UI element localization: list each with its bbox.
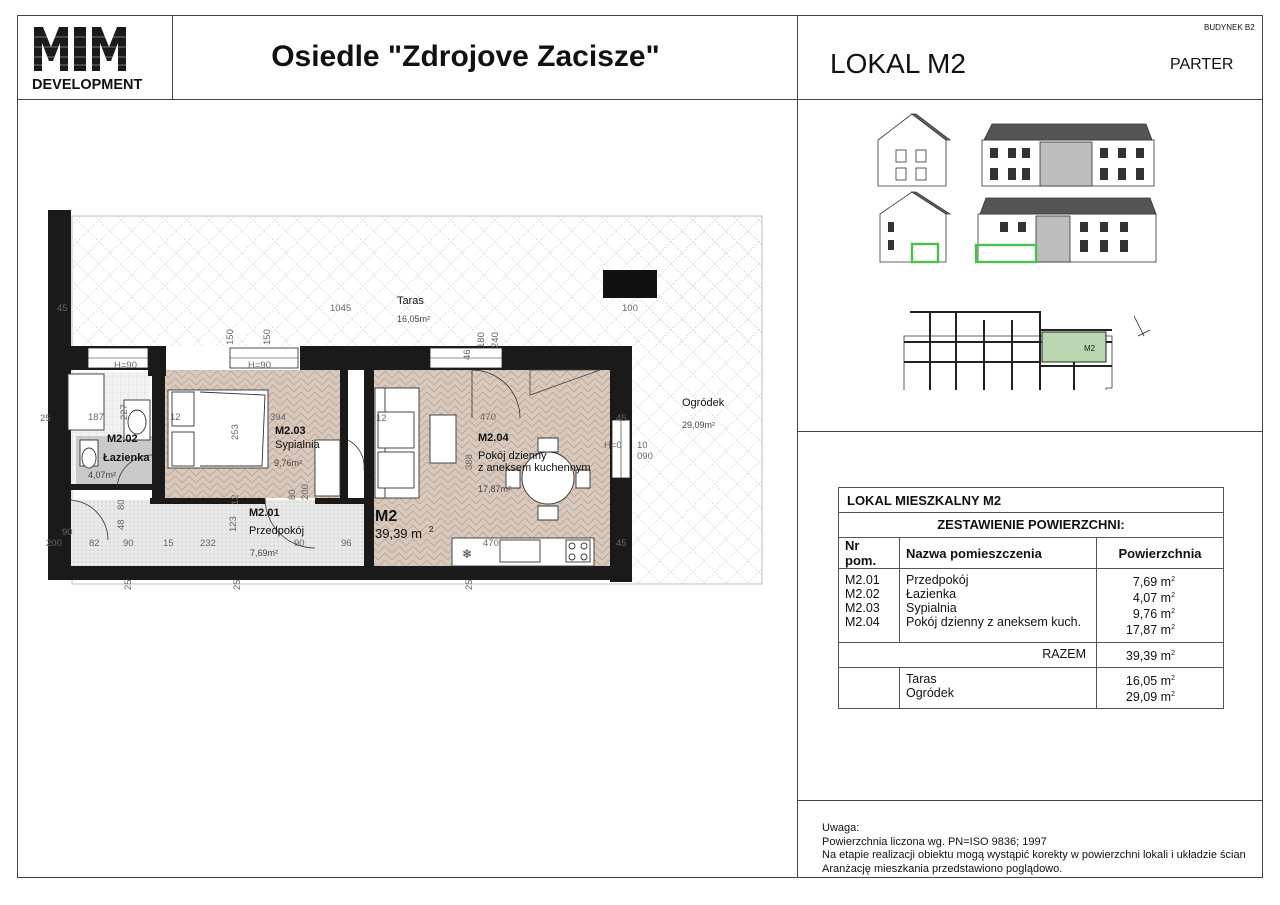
- extra-area: 16,05 m: [1125, 673, 1172, 688]
- unit-code: M2: [375, 508, 398, 525]
- dim-label: 12: [376, 413, 387, 424]
- room-area: 9,76 m: [1132, 607, 1172, 622]
- dim-label: 25: [123, 579, 134, 590]
- dim-label: 187: [88, 412, 104, 423]
- dim-label: 227: [119, 404, 130, 420]
- dim-label: H=90: [248, 360, 271, 371]
- dim-label: 200: [46, 538, 62, 549]
- room-area: 4,07m²: [88, 470, 117, 480]
- room-name: Sypialnia: [275, 439, 320, 451]
- dim-label: 46: [462, 349, 473, 360]
- dim-label: H=90: [114, 360, 137, 371]
- dim-label: 090: [637, 451, 653, 462]
- room-no: M2.02: [845, 587, 880, 601]
- building-label: BUDYNEK B2: [1204, 23, 1255, 32]
- room-name: Łazienka: [103, 452, 150, 464]
- dim-label: 45: [57, 303, 68, 314]
- dim-label: 180: [476, 332, 487, 348]
- dim-label: 12: [170, 412, 181, 423]
- north-arrow-icon: [1134, 316, 1150, 336]
- room-name-line2: z aneksem kuchennym: [478, 462, 591, 474]
- dim-label: 80: [287, 489, 298, 500]
- dim-label: 48: [116, 519, 127, 530]
- room-code: M2.04: [478, 432, 509, 444]
- column-header: Powierzchnia: [1097, 538, 1224, 569]
- dim-label: H=0: [604, 440, 622, 451]
- notes-line: Aranżację mieszkania przedstawiono poglądowo.: [822, 862, 1063, 875]
- notes-line: Na etapie realizacji obiektu mogą wystąpić korekty w powierzchni lokali i układzie ścian: [822, 849, 1246, 861]
- area-summary-table: LOKAL MIESZKALNY M2 ZESTAWIENIE POWIERZCHNI: Nr pom. Nazwa pomieszczenia Powierzchnia M2.01 M2.02 M2.03 M2.04 Przedpokój Łazienka Sypialnia Pokój dzienny z aneksem kuch. 7,69 $m^2$ 4,07 $m^2$ 9,76 $m^2$ 17,87 $m^2$ RAZEM 39,39 $m^2$ Taras Ogródek 16,05 $m^2$ 29,09 $m^2$: [838, 487, 1224, 709]
- room-name: Pokój dzienny z aneksem kuch.: [906, 615, 1082, 629]
- dim-label: 200: [300, 484, 311, 500]
- unit-title: LOKAL M2: [830, 48, 966, 79]
- page-title: Osiedle "Zdrojove Zacisze": [271, 40, 660, 73]
- room-no: M2.03: [845, 601, 880, 615]
- terrace-label: Taras: [397, 295, 424, 307]
- dim-label: 45: [616, 413, 627, 424]
- mini-plan-label: M2: [1084, 344, 1096, 353]
- dim-label: 90: [123, 538, 134, 549]
- dim-label: 45: [616, 538, 627, 549]
- dim-label: 25: [40, 413, 51, 424]
- unit-area-sup: 2: [429, 525, 434, 534]
- unit-area: 39,39 m: [375, 526, 422, 541]
- summary-heading: LOKAL MIESZKALNY M2: [839, 488, 1224, 513]
- notes: [822, 822, 1246, 876]
- dim-label: 12: [230, 494, 241, 505]
- room-no: M2.04: [845, 615, 880, 629]
- dim-label: 96: [341, 538, 352, 549]
- extra-name: Taras: [906, 671, 937, 686]
- room-name: Przedpokój: [249, 525, 305, 537]
- divider: [17, 99, 1263, 100]
- dim-label: 470: [483, 538, 499, 549]
- room-code: M2.02: [107, 433, 138, 445]
- floor-label: PARTER: [1170, 56, 1234, 73]
- room-area: 4,07 m: [1132, 591, 1172, 606]
- hall-floor: [68, 500, 372, 566]
- extra-area: 29,09 m: [1125, 690, 1172, 705]
- dim-label: 388: [464, 454, 475, 470]
- room-name: Łazienka: [906, 587, 957, 601]
- divider: [797, 15, 798, 878]
- room-area: 17,87m²: [478, 484, 512, 494]
- dim-label: 25: [464, 579, 475, 590]
- dim-label: 394: [270, 412, 286, 423]
- dim-label: 90: [62, 527, 73, 538]
- table-row: Taras Ogródek 16,05 $m^2$ 29,09 $m^2$: [839, 667, 1224, 708]
- dim-label: 240: [490, 332, 501, 348]
- room-code: M2.01: [249, 507, 280, 519]
- dim-label: 100: [622, 303, 638, 314]
- divider: [172, 15, 173, 99]
- room-name: Pokój dzienny: [478, 450, 547, 462]
- room-name: Sypialnia: [906, 601, 957, 615]
- dim-label: 10: [637, 440, 648, 451]
- dim-label: 82: [89, 538, 100, 549]
- floor-plan: [0, 200, 790, 600]
- notes-heading: Uwaga:: [822, 822, 860, 834]
- room-code: M2.03: [275, 425, 306, 437]
- dim-label: 232: [200, 538, 216, 549]
- summary-subheading: ZESTAWIENIE POWIERZCHNI:: [839, 513, 1224, 538]
- building-elevations: [870, 110, 1170, 390]
- terrace-area-label: 16,05m²: [397, 314, 431, 324]
- divider: [797, 431, 1263, 432]
- total-label: RAZEM: [839, 642, 1097, 667]
- total-area: 39,39 m: [1125, 648, 1172, 663]
- dim-label: 150: [225, 329, 236, 345]
- room-area: 7,69m²: [250, 548, 279, 558]
- divider: [797, 800, 1263, 801]
- dim-label: 253: [230, 424, 241, 440]
- room-area: 17,87 m: [1125, 623, 1172, 638]
- dim-label: 1045: [330, 303, 352, 314]
- logo-text: DEVELOPMENT: [32, 77, 143, 93]
- svg-text:❄: ❄: [462, 547, 473, 561]
- mini-plan-highlight: [1042, 332, 1106, 362]
- garden-area-label: 29,09m²: [682, 420, 716, 430]
- room-no: M2.01: [845, 573, 880, 587]
- dim-label: 90: [294, 538, 305, 549]
- dim-label: 80: [116, 499, 127, 510]
- garden-label: Ogródek: [682, 397, 725, 409]
- column: [603, 270, 657, 298]
- extra-name: Ogródek: [906, 685, 954, 700]
- column-header: Nazwa pomieszczenia: [900, 538, 1097, 569]
- dim-label: 15: [163, 538, 174, 549]
- room-name: Przedpokój: [906, 573, 969, 587]
- table-row: M2.01 M2.02 M2.03 M2.04 Przedpokój Łazienka Sypialnia Pokój dzienny z aneksem kuch. 7,69 $m^2$ 4,07 $m^2$ 9,76 $m^2$ 17,87 $m^2$: [839, 569, 1224, 643]
- column-header: Nr pom.: [839, 538, 900, 569]
- room-area: 9,76m²: [274, 458, 303, 468]
- dim-label: 25: [232, 579, 243, 590]
- dim-label: 150: [262, 329, 273, 345]
- dim-label: 470: [480, 412, 496, 423]
- mim-logo: [32, 25, 150, 95]
- dim-label: 123: [228, 516, 239, 532]
- notes-line: Powierzchnia liczona wg. PN=ISO 9836; 1997: [822, 835, 1047, 848]
- room-area: 7,69 m: [1132, 575, 1172, 590]
